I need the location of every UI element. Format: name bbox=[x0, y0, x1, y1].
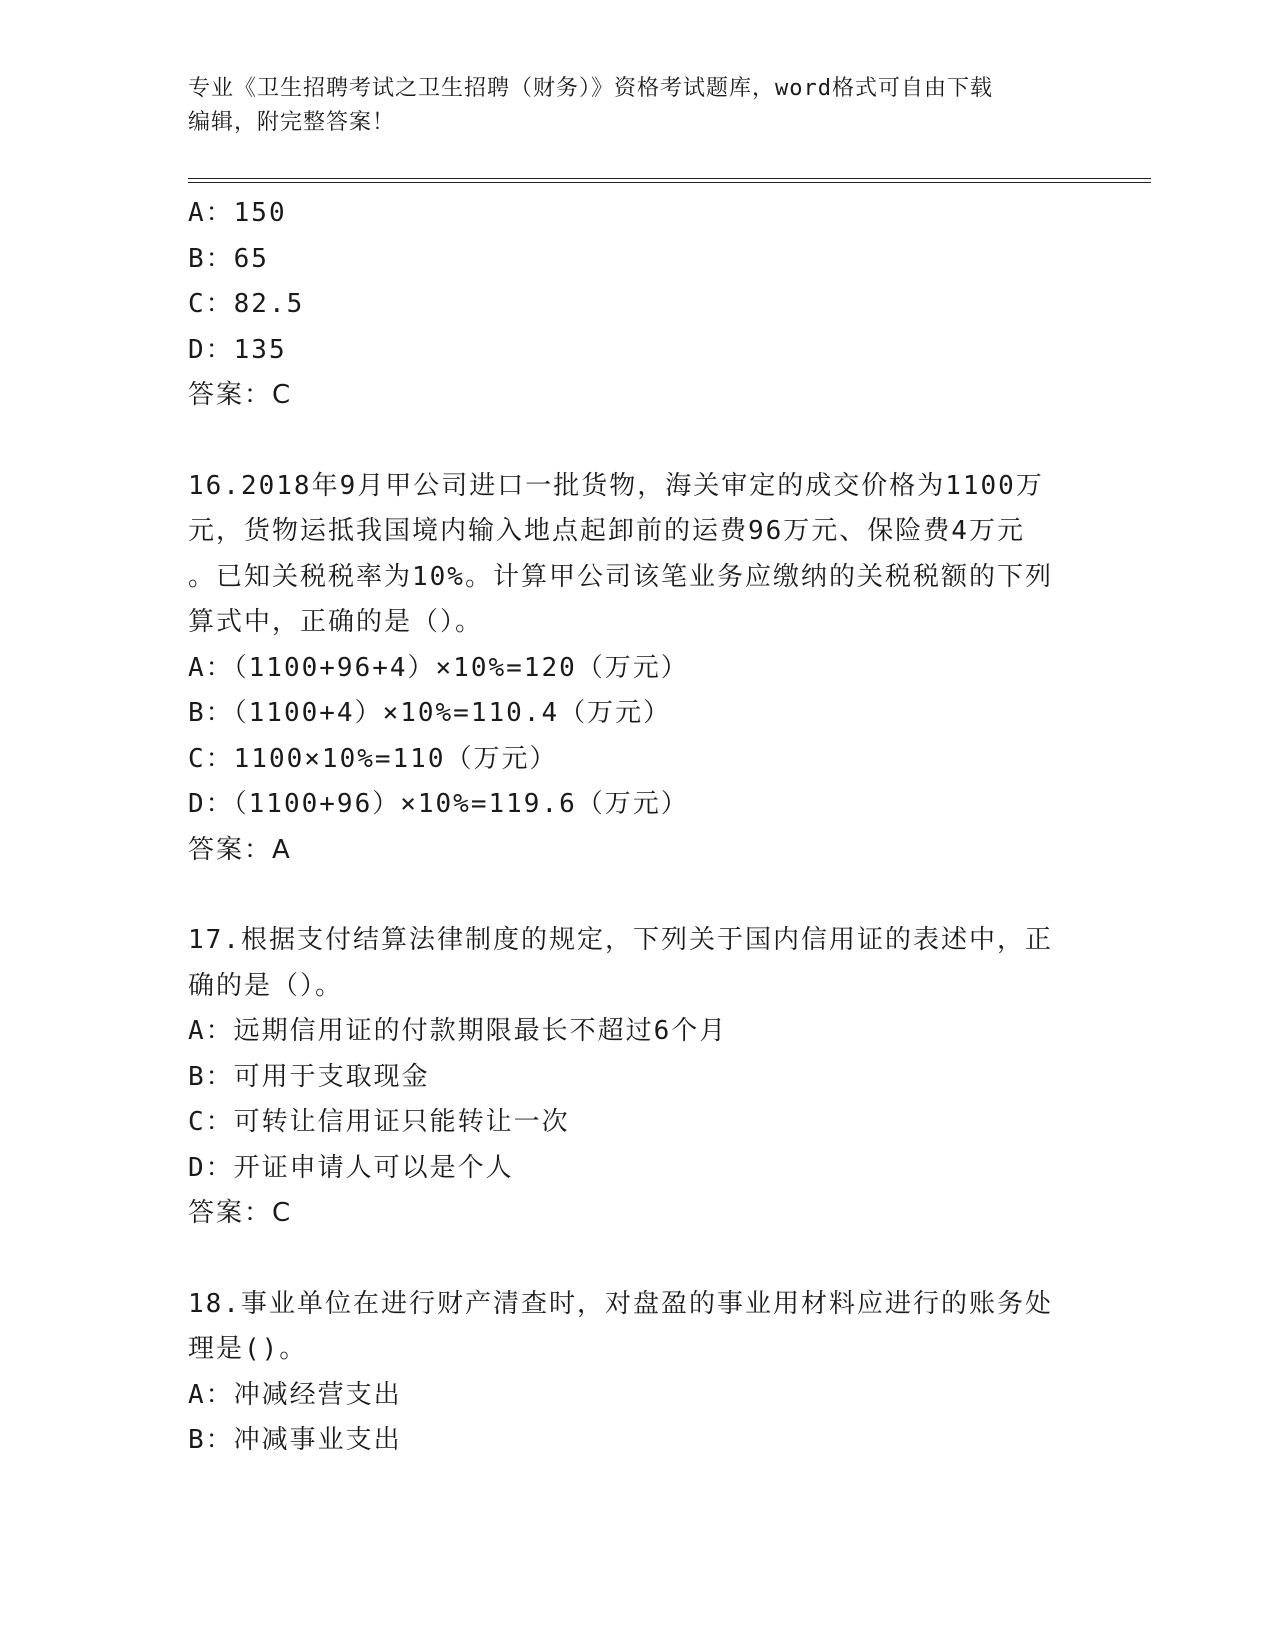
option-b: B：65 bbox=[188, 243, 269, 274]
question-block-18 bbox=[188, 1282, 1068, 1464]
question-text-line: 。已知关税税率为10%。计算甲公司该笔业务应缴纳的关税税额的下列 bbox=[188, 561, 1053, 592]
option-b: B：可用于支取现金 bbox=[188, 1061, 430, 1092]
option-c: C：可转让信用证只能转让一次 bbox=[188, 1107, 570, 1137]
spacer bbox=[188, 1237, 1068, 1282]
spacer bbox=[188, 419, 1068, 464]
question-text-line: 元，货物运抵我国境内输入地点起卸前的运费96万元、保险费4万元 bbox=[188, 516, 1025, 546]
question-list bbox=[188, 191, 1068, 1464]
option-d: D：135 bbox=[188, 334, 287, 365]
question-block-16 bbox=[188, 464, 1068, 874]
answer-line: 答案：A bbox=[188, 834, 292, 865]
header-divider bbox=[188, 178, 1151, 183]
option-a: A：150 bbox=[188, 198, 287, 228]
option-d: D：（1100+96）×10%=119.6（万元） bbox=[188, 789, 689, 819]
answer-line: 答案：C bbox=[188, 1198, 293, 1228]
question-block-17 bbox=[188, 918, 1068, 1237]
header-line-1: 专业《卫生招聘考试之卫生招聘（财务）》资格考试题库，word格式可自由下载 bbox=[188, 76, 993, 101]
question-text-line: 18.事业单位在进行财产清查时，对盘盈的事业用材料应进行的账务处 bbox=[188, 1288, 1053, 1319]
option-a: A：冲减经营支出 bbox=[188, 1379, 402, 1410]
question-text-line: 17.根据支付结算法律制度的规定，下列关于国内信用证的表述中，正 bbox=[188, 925, 1053, 955]
option-c: C：1100×10%=110（万元） bbox=[188, 743, 558, 774]
option-d: D：开证申请人可以是个人 bbox=[188, 1152, 514, 1183]
document-header bbox=[188, 72, 1068, 140]
question-text-line: 算式中，正确的是（）。 bbox=[188, 607, 484, 637]
question-text-line: 理是()。 bbox=[188, 1334, 308, 1364]
header-line-2: 编辑，附完整答案！ bbox=[188, 110, 396, 135]
spacer bbox=[188, 873, 1068, 918]
option-b: B：（1100+4）×10%=110.4（万元） bbox=[188, 698, 672, 728]
option-a: A：（1100+96+4）×10%=120（万元） bbox=[188, 652, 689, 683]
question-text-line: 16.2018年9月甲公司进口一批货物，海关审定的成交价格为1100万 bbox=[188, 470, 1044, 501]
question-text-line: 确的是（）。 bbox=[188, 970, 344, 1001]
option-b: B：冲减事业支出 bbox=[188, 1425, 402, 1455]
question-block-15 bbox=[188, 191, 1068, 419]
option-c: C：82.5 bbox=[188, 289, 305, 319]
answer-line: 答案：C bbox=[188, 380, 293, 410]
option-a: A：远期信用证的付款期限最长不超过6个月 bbox=[188, 1016, 728, 1046]
